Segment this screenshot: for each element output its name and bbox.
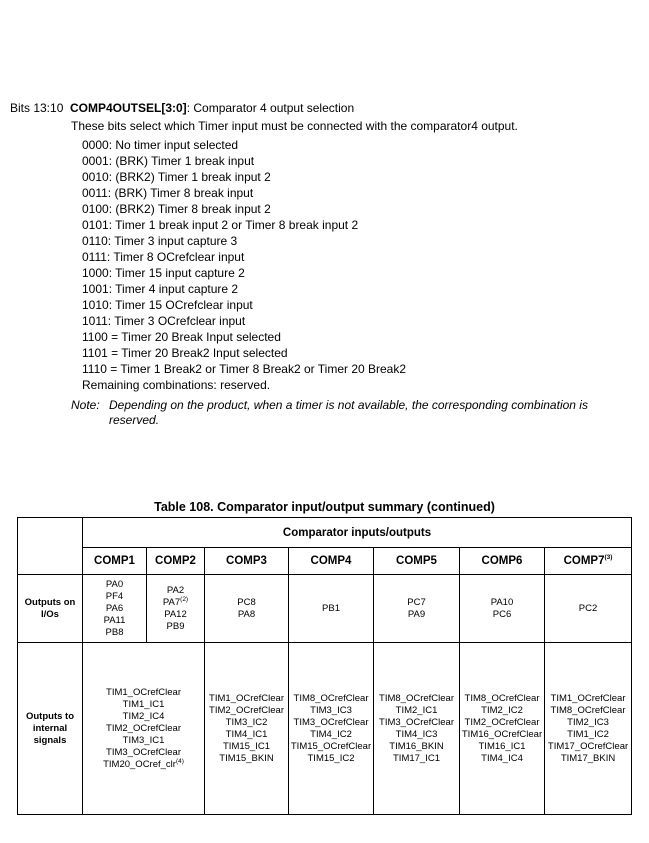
table-title: Table 108. Comparator input/output summary (continued) <box>154 500 495 514</box>
signal-value: TIM3_OCrefClear <box>379 716 454 728</box>
signal-value: TIM2_OCrefClear <box>106 722 181 734</box>
footnote-ref: (3) <box>604 554 613 562</box>
cell-comp7-internal <box>545 643 632 815</box>
option-item: Remaining combinations: reserved. <box>82 378 271 392</box>
bits-range: Bits 13:10 <box>10 101 64 115</box>
cell-comp1-ios <box>83 575 147 643</box>
signal-value: TIM17_IC1 <box>393 752 440 764</box>
pin-value: PF4 <box>105 590 124 602</box>
option-item: 0001: (BRK) Timer 1 break input <box>82 154 255 168</box>
cell-comp12-internal <box>83 643 205 815</box>
signal-value: TIM16_IC1 <box>478 740 526 752</box>
row-header-line: Outputs on <box>24 596 76 608</box>
signal-value: TIM3_IC2 <box>225 716 268 728</box>
corner-cell <box>18 548 83 575</box>
option-item: 1000: Timer 15 input capture 2 <box>82 266 245 280</box>
signal-value: TIM1_IC1 <box>122 698 165 710</box>
col-header-comp2: COMP2 <box>147 548 205 575</box>
signal-value: TIM2_OCrefClear <box>209 704 284 716</box>
signal-value: TIM15_IC2 <box>307 752 355 764</box>
pin-value: PA6 <box>105 602 124 614</box>
row-header-line: signals <box>33 734 67 746</box>
note-text: Depending on the product, when a timer is not available, the corresponding combination is reserved. <box>109 398 588 427</box>
pin-value: PA0 <box>105 578 124 590</box>
signal-value: TIM3_OCrefClear <box>293 716 369 728</box>
signal-value: TIM15_BKIN <box>219 752 274 764</box>
row-header-line: I/Os <box>41 608 59 620</box>
row-header-line: Outputs to <box>25 710 74 722</box>
pin-value: PB1 <box>322 602 340 614</box>
signal-value: TIM17_BKIN <box>560 752 616 764</box>
signal-value: TIM4_IC3 <box>395 728 438 740</box>
field-name: COMP4OUTSEL[3:0] <box>70 101 187 115</box>
signal-value: TIM17_OCrefClear <box>547 740 629 752</box>
row-header-outputs-internal <box>18 643 83 815</box>
signal-value: TIM8_OCrefClear <box>379 692 454 704</box>
footnote-ref: (2) <box>180 595 189 603</box>
field-title: : Comparator 4 output selection <box>186 101 355 115</box>
signal-value: TIM2_OCrefClear <box>464 716 540 728</box>
note-label: Note: <box>71 398 100 412</box>
option-item: 0111: Timer 8 OCrefclear input <box>82 250 245 264</box>
pin-value: PA2 <box>166 584 185 596</box>
row-header-outputs-ios <box>18 575 83 643</box>
signal-value: TIM1_OCrefClear <box>550 692 626 704</box>
signal-value: TIM15_OCrefClear <box>290 740 372 752</box>
option-item: 1110 = Timer 1 Break2 or Timer 8 Break2 or Timer 20 Break2 <box>82 362 407 376</box>
option-item: 0100: (BRK2) Timer 8 break input 2 <box>82 202 271 216</box>
signal-value: TIM2_IC2 <box>481 704 523 716</box>
cell-comp7-ios <box>545 575 632 643</box>
note <box>71 398 609 428</box>
col-header-comp1: COMP1 <box>83 548 147 575</box>
signal-value: TIM1_OCrefClear <box>209 692 284 704</box>
option-item: 0101: Timer 1 break input 2 or Timer 8 break input 2 <box>82 218 359 232</box>
pin-value: PC8 <box>237 596 256 608</box>
option-item: 0011: (BRK) Timer 8 break input <box>82 186 254 200</box>
signal-value: TIM2_IC3 <box>567 716 609 728</box>
col-header-comp7 <box>545 548 632 575</box>
signal-value: TIM8_OCrefClear <box>293 692 369 704</box>
signal-value: TIM8_OCrefClear <box>550 704 626 716</box>
cell-comp5-ios <box>374 575 460 643</box>
field-description: These bits select which Timer input must be connected with the comparator4 output. <box>71 119 518 133</box>
pin-value-text: PA7 <box>162 596 181 608</box>
option-list <box>82 137 406 393</box>
pin-value <box>147 597 204 609</box>
col-header-comp7-text: COMP7 <box>563 555 605 567</box>
cell-comp6-internal <box>460 643 545 815</box>
option-item: 1011: Timer 3 OCrefclear input <box>82 314 246 328</box>
signal-value: TIM16_OCrefClear <box>461 728 543 740</box>
signal-value: TIM3_IC3 <box>310 704 352 716</box>
pin-value: PC2 <box>578 602 598 614</box>
group-header: Comparator inputs/outputs <box>83 518 632 548</box>
cell-comp6-ios <box>460 575 545 643</box>
pin-value: PA10 <box>490 596 514 608</box>
cell-comp2-ios <box>147 575 205 643</box>
signal-value: TIM1_OCrefClear <box>106 686 181 698</box>
cell-comp4-internal <box>289 643 374 815</box>
pin-value: PC6 <box>492 608 512 620</box>
row-header-line: internal <box>32 722 68 734</box>
comparator-summary-table <box>17 517 632 815</box>
pin-value: PA11 <box>103 614 126 626</box>
pin-value: PA9 <box>407 608 426 620</box>
signal-value: TIM4_IC4 <box>481 752 523 764</box>
table-row <box>18 575 632 643</box>
pin-value: PB9 <box>166 620 185 632</box>
option-item: 1010: Timer 15 OCrefclear input <box>82 298 253 312</box>
option-item: 0010: (BRK2) Timer 1 break input 2 <box>82 170 271 184</box>
col-header-comp3: COMP3 <box>205 548 289 575</box>
signal-value: TIM16_BKIN <box>389 740 444 752</box>
signal-value: TIM1_IC2 <box>567 728 609 740</box>
table-row <box>18 643 632 815</box>
pin-value: PA12 <box>164 608 187 620</box>
option-item: 1001: Timer 4 input capture 2 <box>82 282 239 296</box>
cell-comp4-ios <box>289 575 374 643</box>
footnote-ref: (4) <box>175 757 184 765</box>
cell-comp3-ios <box>205 575 289 643</box>
pin-value: PB8 <box>105 626 124 638</box>
corner-cell <box>18 518 83 548</box>
cell-comp3-internal <box>205 643 289 815</box>
option-item: 0000: No timer input selected <box>82 138 239 152</box>
signal-value: TIM15_IC1 <box>223 740 270 752</box>
pin-value: PC7 <box>407 596 426 608</box>
pin-value: PA8 <box>237 608 256 620</box>
signal-value: TIM2_IC4 <box>122 710 165 722</box>
option-item: 1101 = Timer 20 Break2 Input selected <box>82 346 288 360</box>
col-header-comp5: COMP5 <box>374 548 460 575</box>
col-header-comp6: COMP6 <box>460 548 545 575</box>
signal-value: TIM4_IC2 <box>310 728 352 740</box>
signal-value <box>83 759 204 771</box>
signal-value: TIM8_OCrefClear <box>464 692 540 704</box>
option-item: 1100 = Timer 20 Break Input selected <box>82 330 281 344</box>
signal-value: TIM3_IC1 <box>122 734 165 746</box>
signal-value: TIM3_OCrefClear <box>106 746 181 758</box>
register-field-heading <box>10 101 354 115</box>
signal-value-text: TIM20_OCref_clr <box>103 758 176 770</box>
col-header-comp4: COMP4 <box>289 548 374 575</box>
signal-value: TIM4_IC1 <box>225 728 268 740</box>
cell-comp5-internal <box>374 643 460 815</box>
signal-value: TIM2_IC1 <box>395 704 438 716</box>
option-item: 0110: Timer 3 input capture 3 <box>82 234 238 248</box>
